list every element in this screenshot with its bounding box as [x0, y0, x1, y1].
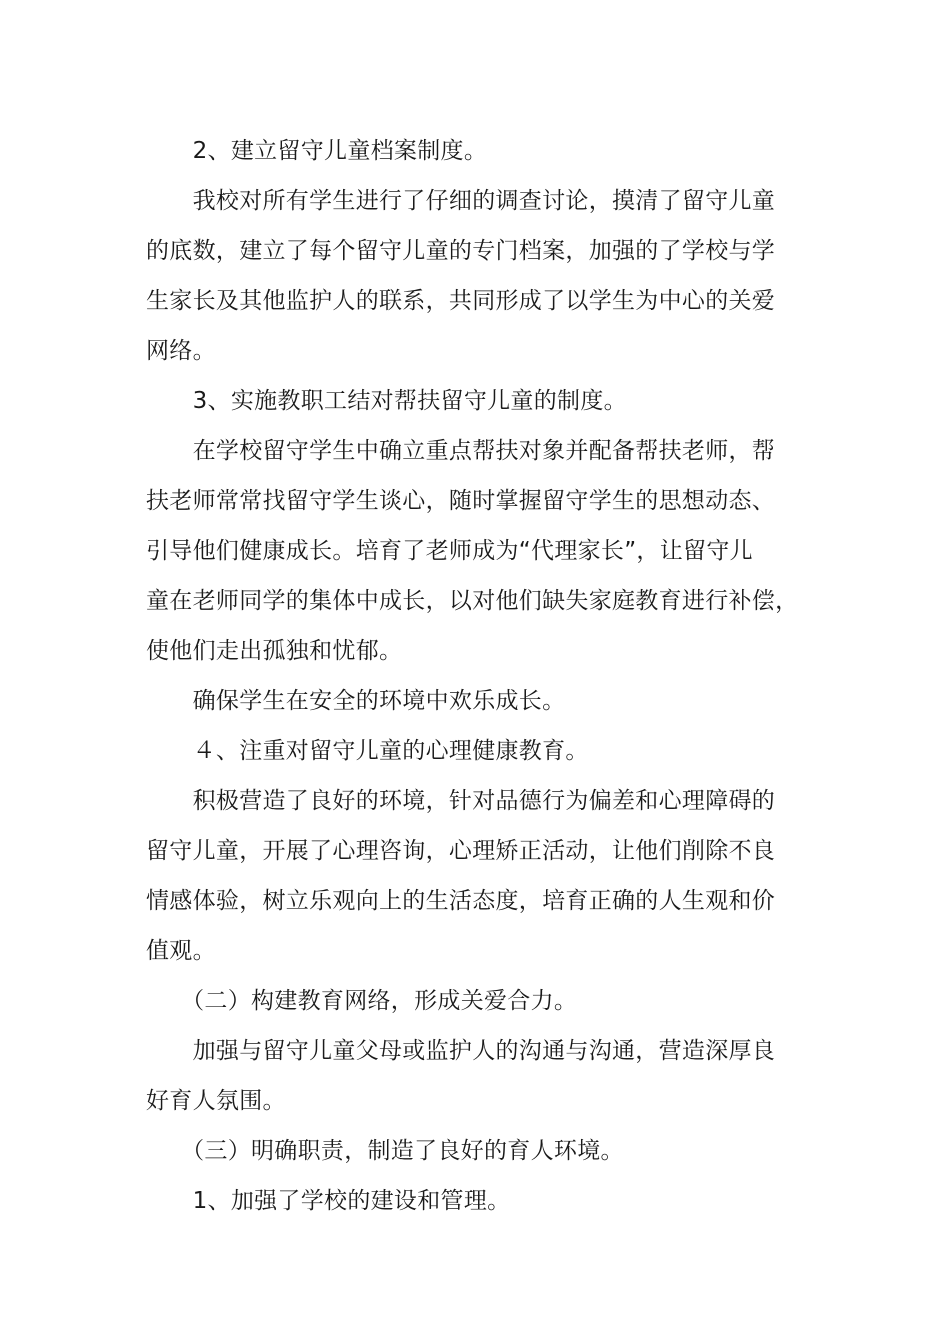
text-line: 网络。	[146, 338, 216, 364]
text-line: 情感体验，树立乐观向上的生活态度，培育正确的人生观和价	[146, 888, 776, 914]
text-line: 我校对所有学生进行了仔细的调查讨论，摸清了留守儿童	[146, 188, 776, 214]
text-line: 加强与留守儿童父母或监护人的沟通与沟通，营造深厚良	[146, 1038, 776, 1064]
text-line: ４、注重对留守儿童的心理健康教育。	[146, 738, 589, 764]
text-line: （三）明确职责，制造了良好的育人环境。	[146, 1138, 624, 1164]
text-line: 积极营造了良好的环境，针对品德行为偏差和心理障碍的	[146, 788, 776, 814]
text-line: 使他们走出孤独和忧郁。	[146, 638, 403, 664]
text-line: （二）构建教育网络，形成关爱合力。	[146, 988, 578, 1014]
text-line: 1、加强了学校的建设和管理。	[146, 1188, 511, 1214]
text-line: 值观。	[146, 938, 216, 964]
text-line: 引导他们健康成长。培育了老师成为“代理家长”，让留守儿	[146, 538, 753, 564]
text-line: 确保学生在安全的环境中欢乐成长。	[146, 688, 566, 714]
text-line: 生家长及其他监护人的联系，共同形成了以学生为中心的关爱	[146, 288, 776, 314]
text-line: 好育人氛围。	[146, 1088, 286, 1114]
text-line: 留守儿童，开展了心理咨询，心理矫正活动，让他们削除不良	[146, 838, 776, 864]
text-line: 扶老师常常找留守学生谈心，随时掌握留守学生的思想动态、	[146, 488, 776, 514]
text-line: 在学校留守学生中确立重点帮扶对象并配备帮扶老师，帮	[146, 438, 776, 464]
text-line: 2、建立留守儿童档案制度。	[146, 138, 488, 164]
text-line: 的底数，建立了每个留守儿童的专门档案，加强的了学校与学	[146, 238, 776, 264]
text-line: 3、实施教职工结对帮扶留守儿童的制度。	[146, 388, 627, 414]
text-line: 童在老师同学的集体中成长，以对他们缺失家庭教育进行补偿，	[146, 588, 799, 614]
